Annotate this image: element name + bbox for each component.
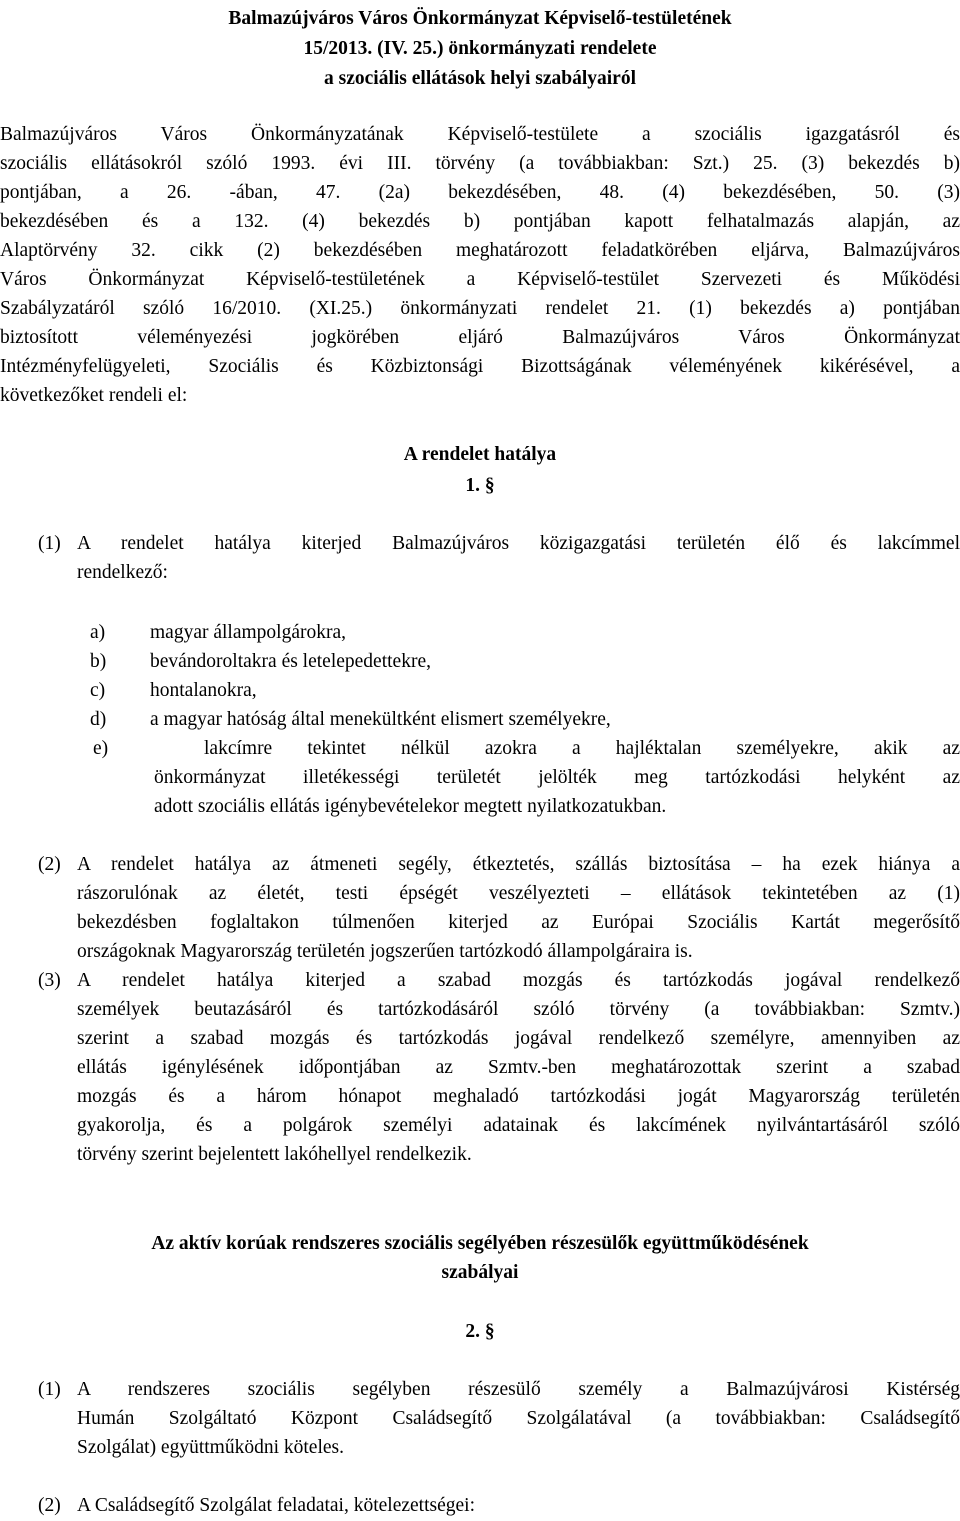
list-item <box>0 705 960 734</box>
s1-para2 <box>77 850 960 966</box>
section2-heading-line: szabályai <box>441 1262 519 1283</box>
point-e-text: adott szociális ellátás igénybevételekor megtett nyilatkozatukban. <box>154 796 667 817</box>
preamble-line: szociális ellátásokról szóló 1993. évi III. törvény (a továbbiakban: Szt.) 25. (3) bekezdés b) <box>0 153 960 174</box>
s1-para1-line: rendelkező: <box>77 562 168 583</box>
s2-para1 <box>77 1375 960 1462</box>
s1-para3-line: személyek beutazásáról és tartózkodásáról szóló törvény (a továbbiakban: Szmtv.) <box>77 999 960 1020</box>
point-e-text: lakcímre tekintet nélkül azokra a hajléktalan személyekre, akik az <box>204 738 960 759</box>
s2-para1-line: Humán Szolgáltató Központ Családsegítő Szolgálatával (a továbbiakban: Családsegítő <box>77 1408 960 1429</box>
preamble-line: Város Önkormányzat Képviselő-testületének a Képviselő-testület Szervezeti és Működési <box>0 269 960 290</box>
preamble-line: biztosított véleményezési jogkörében eljáró Balmazújváros Város Önkormányzat <box>0 327 960 348</box>
s1-para3-line: gyakorolja, és a polgárok személyi adatainak és lakcímének nyilvántartásáról szóló <box>77 1115 960 1136</box>
s1-para3-line: A rendelet hatálya kiterjed a szabad mozgás és tartózkodás jogával rendelkező <box>77 970 960 991</box>
s1-para2-line: A rendelet hatálya az átmeneti segély, étkeztetés, szállás biztosítása – ha ezek hiánya a <box>77 854 960 875</box>
point-text: hontalanokra, <box>150 680 257 701</box>
point-text: bevándoroltakra és letelepedettekre, <box>150 651 431 672</box>
preamble-line: Szabályzatáról szóló 16/2010. (XI.25.) önkormányzati rendelet 21. (1) bekezdés a) pontjában <box>0 298 960 319</box>
section1-number <box>0 471 960 500</box>
s1-para2-line: országoknak Magyarország területén jogszerűen tartózkodó állampolgáraira is. <box>77 941 693 962</box>
point-label: d) <box>90 709 107 730</box>
section2-number-text: 2. <box>465 1321 485 1342</box>
preamble-line: Alaptörvény 32. cikk (2) bekezdésében meghatározott feladatkörében eljárva, Balmazújváros <box>0 240 960 261</box>
list-item <box>0 676 960 705</box>
point-e-text: önkormányzat illetékességi területét jelölték meg tartózkodási helyként az <box>154 767 960 788</box>
section-sign-icon: § <box>484 475 495 496</box>
preamble <box>0 120 960 410</box>
s1-para2-line: rászorulónak az életét, testi épségét veszélyezteti – ellátások tekintetében az (1) <box>77 883 960 904</box>
s2-para2 <box>77 1491 960 1520</box>
title-line: 15/2013. (IV. 25.) önkormányzati rendelete <box>303 38 657 59</box>
list-item <box>0 618 960 647</box>
s2-para1-line: A rendszeres szociális segélyben részesülő személy a Balmazújvárosi Kistérség <box>77 1379 960 1400</box>
point-label: a) <box>90 622 106 643</box>
s1-para3-line: ellátás igénylésének időpontjában az Szmtv.-ben meghatározottak szerint a szabad <box>77 1057 960 1078</box>
preamble-line: pontjában, a 26. -ában, 47. (2a) bekezdésében, 48. (4) bekezdésében, 50. (3) <box>0 182 960 203</box>
s1-points <box>0 618 960 734</box>
s1-para3 <box>77 966 960 1169</box>
s2-para1-line: Szolgálat) együttműködni köteles. <box>77 1437 344 1458</box>
s1-para3-line: mozgás és a három hónapot meghaladó tartózkodási jogát Magyarország területén <box>77 1086 960 1107</box>
section1-heading: A rendelet hatálya <box>403 444 557 465</box>
s1-para3-line: szerint a szabad mozgás és tartózkodás jogával rendelkező személyre, amennyiben az <box>77 1028 960 1049</box>
point-label: c) <box>90 680 106 701</box>
s1-para3-num: (3) <box>38 970 61 991</box>
preamble-line: Intézményfelügyeleti, Szociális és Közbiztonsági Bizottságának véleményének kikérésével, a <box>0 356 960 377</box>
section2-number <box>0 1317 960 1346</box>
list-item <box>0 647 960 676</box>
s2-para2-line: A Családsegítő Szolgálat feladatai, kötelezettségei: <box>77 1495 475 1516</box>
point-label: b) <box>90 651 107 672</box>
s1-para2-line: bekezdésben foglaltakon túlmenően kiterjed az Európai Szociális Kartát megerősítő <box>77 912 960 933</box>
s1-para2-num: (2) <box>38 854 61 875</box>
point-text: a magyar hatóság által menekültként elismert személyekre, <box>150 709 611 730</box>
s2-para2-num: (2) <box>38 1495 61 1516</box>
s2-para1-num: (1) <box>38 1379 61 1400</box>
point-text: magyar állampolgárokra, <box>150 622 346 643</box>
s1-para3-line: törvény szerint bejelentett lakóhellyel rendelkezik. <box>77 1144 472 1165</box>
preamble-line: Balmazújváros Város Önkormányzatának Képviselő-testülete a szociális igazgatásról és <box>0 124 960 145</box>
section1-number-text: 1. <box>465 475 485 496</box>
point-e-line <box>204 734 960 763</box>
s1-para1-line: A rendelet hatálya kiterjed Balmazújváros közigazgatási területén élő és lakcímmel <box>77 533 960 554</box>
section-sign-icon: § <box>484 1321 495 1342</box>
s1-para1-num: (1) <box>38 533 61 554</box>
preamble-line: bekezdésében és a 132. (4) bekezdés b) pontjában kapott felhatalmazás alapján, az <box>0 211 960 232</box>
point-e-label: e) <box>93 738 109 759</box>
title-line: a szociális ellátások helyi szabályairól <box>324 68 636 89</box>
s1-para1 <box>77 529 960 587</box>
preamble-line: következőket rendeli el: <box>0 385 188 406</box>
section2-heading <box>0 1229 960 1287</box>
section2-heading-line: Az aktív korúak rendszeres szociális segélyében részesülők együttműködésének <box>151 1233 809 1254</box>
document-title <box>0 4 960 94</box>
title-line: Balmazújváros Város Önkormányzat Képviselő-testületének <box>228 8 732 29</box>
point-e-rest <box>154 763 960 821</box>
